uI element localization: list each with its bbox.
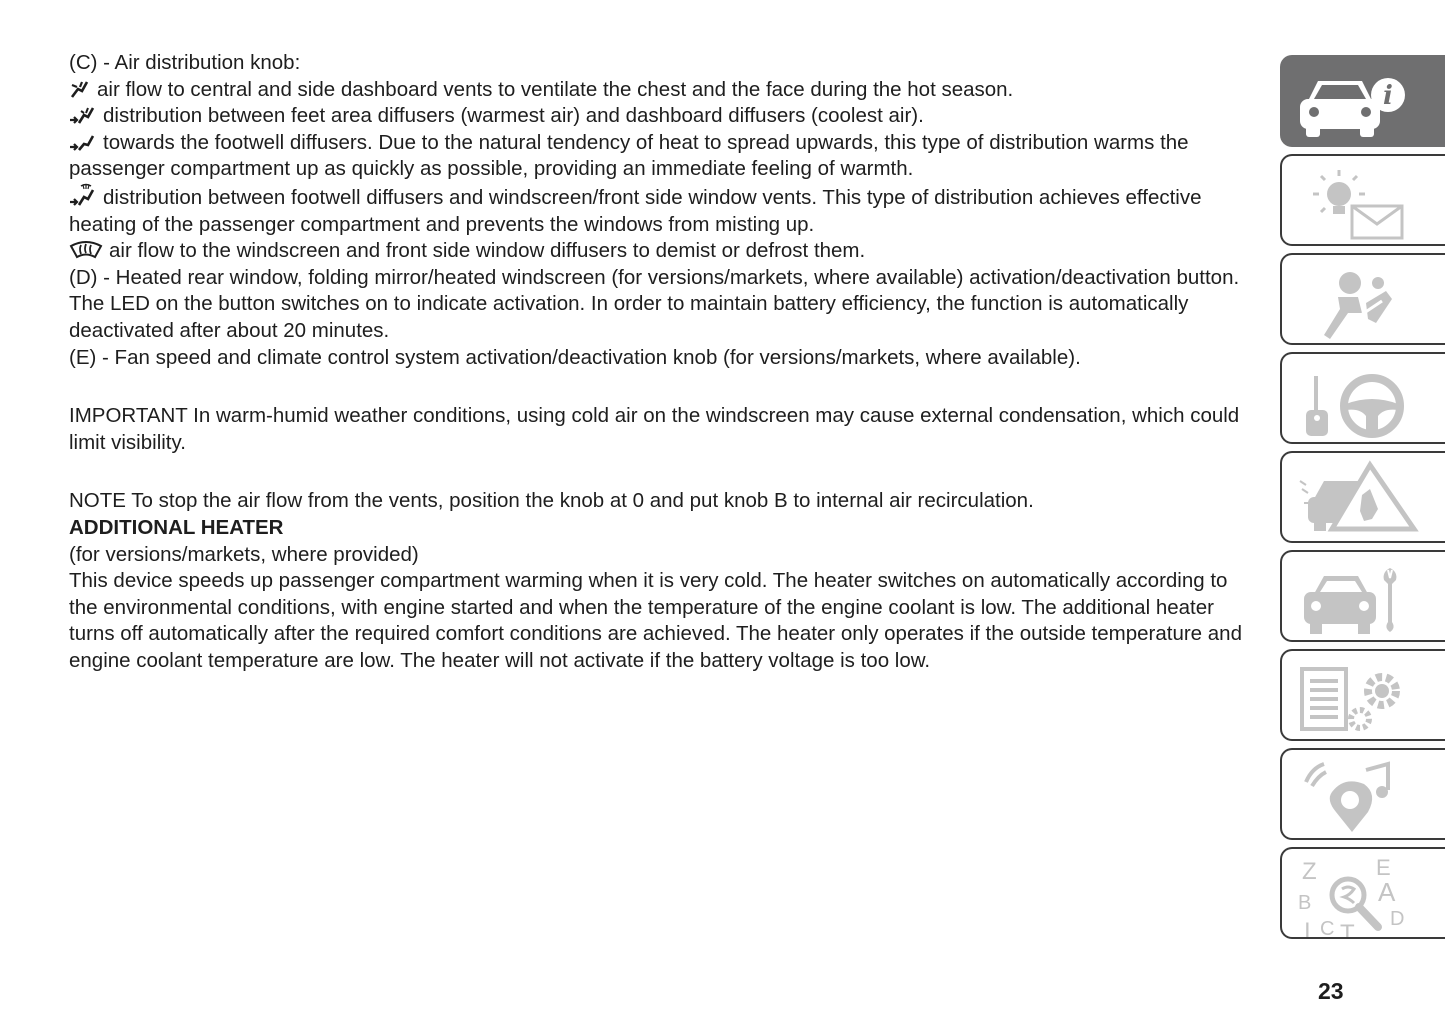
fan-speed-description: (E) - Fan speed and climate control system activation/deactivation knob (for versions/markets, where available). [69, 345, 1081, 369]
technical-data-icon [1292, 657, 1432, 737]
tab-warning-lights[interactable] [1280, 154, 1445, 246]
tab-technical-data[interactable] [1280, 649, 1445, 741]
warning-lights-messages-icon [1292, 162, 1432, 242]
heater-description: This device speeds up passenger compartment warming when it is very cold. The heater switches on automatically according to the environmental conditions, with engine started and when the temperature of the engine coolant is low. The additional heater turns off automatically after the required comfort conditions are achieved. The heater only operates if the outside temperature and engine coolant temperature are low. The heater will not activate if the battery voltage is too low. [69, 569, 1242, 672]
index-letter-e: E [1376, 855, 1391, 880]
starting-driving-icon [1292, 360, 1432, 440]
vent-mode-face-feet [69, 103, 1254, 130]
important-note: IMPORTANT In warm-humid weather conditions, using cold air on the windscreen may cause external condensation, which could limit visibility. [69, 404, 1240, 454]
tab-safety[interactable] [1280, 253, 1445, 345]
car-info-icon [1292, 63, 1432, 143]
air-flow-note: NOTE To stop the air flow from the vents, position the knob at 0 and put knob B to internal air recirculation. [69, 489, 1034, 513]
svg-text:i: i [1383, 81, 1393, 111]
vent-mode-feet-text: towards the footwell diffusers. Due to the natural tendency of heat to spread upwards, this type of distribution warms the passenger compartment up as quickly as possible, providing an immediate feeling of warmth. [69, 130, 1189, 181]
heated-rear-window-description: (D) - Heated rear window, folding mirror/heated windscreen (for versions/markets, where available) activation/deactivation button. The LED on the button switches on to indicate activation. In order to maintain battery efficiency, the function is automatically deactivated after about 20 minutes. [69, 265, 1240, 342]
page-content [69, 50, 1254, 674]
safety-airbag-icon [1292, 261, 1432, 341]
index-letter-b: B [1298, 892, 1312, 914]
tab-index[interactable] [1280, 847, 1445, 945]
page-number: 23 [1318, 978, 1344, 1004]
index-letter-z: Z [1302, 858, 1317, 885]
vent-feet-windscreen-icon [69, 183, 97, 207]
vent-face-icon [69, 79, 91, 99]
servicing-care-icon [1292, 558, 1432, 638]
multimedia-icon [1292, 756, 1432, 836]
tab-multimedia[interactable] [1280, 748, 1445, 840]
section-subheading: (for versions/markets, where provided) [69, 542, 419, 566]
tab-servicing[interactable] [1280, 550, 1445, 642]
tab-starting-driving[interactable] [1280, 352, 1445, 444]
index-letter-c: C [1320, 918, 1335, 940]
index-letter-d: D [1390, 908, 1405, 930]
index-icon [1292, 855, 1432, 945]
vent-feet-icon [69, 132, 97, 152]
tab-car-info[interactable] [1280, 55, 1445, 147]
emergency-icon [1292, 459, 1432, 539]
index-letter-a: A [1378, 877, 1396, 907]
vent-mode-feet [69, 130, 1254, 183]
air-distribution-title: (C) - Air distribution knob: [69, 51, 301, 74]
vent-mode-face-text: air flow to central and side dashboard vents to ventilate the chest and the face during the hot season. [97, 77, 1014, 101]
vent-mode-face [69, 77, 1254, 104]
section-heading: ADDITIONAL HEATER [69, 515, 284, 539]
vent-mode-feet-windscreen [69, 183, 1254, 238]
vent-mode-windscreen-text: air flow to the windscreen and front side window diffusers to demist or defrost them. [109, 239, 866, 263]
index-letter-i: I [1304, 918, 1311, 945]
vent-mode-windscreen [69, 238, 1254, 265]
vent-mode-feet-windscreen-text: distribution between footwell diffusers and windscreen/front side window vents. This type of distribution achieves effective heating of the passenger compartment and prevents the windows from misting up. [69, 185, 1202, 236]
windscreen-defrost-icon [69, 240, 103, 260]
vent-mode-face-feet-text: distribution between feet area diffusers (warmest air) and dashboard diffusers (coolest air). [103, 104, 924, 128]
vent-face-feet-icon [69, 105, 97, 125]
index-letter-t: T [1340, 920, 1355, 945]
tab-emergency[interactable] [1280, 451, 1445, 543]
